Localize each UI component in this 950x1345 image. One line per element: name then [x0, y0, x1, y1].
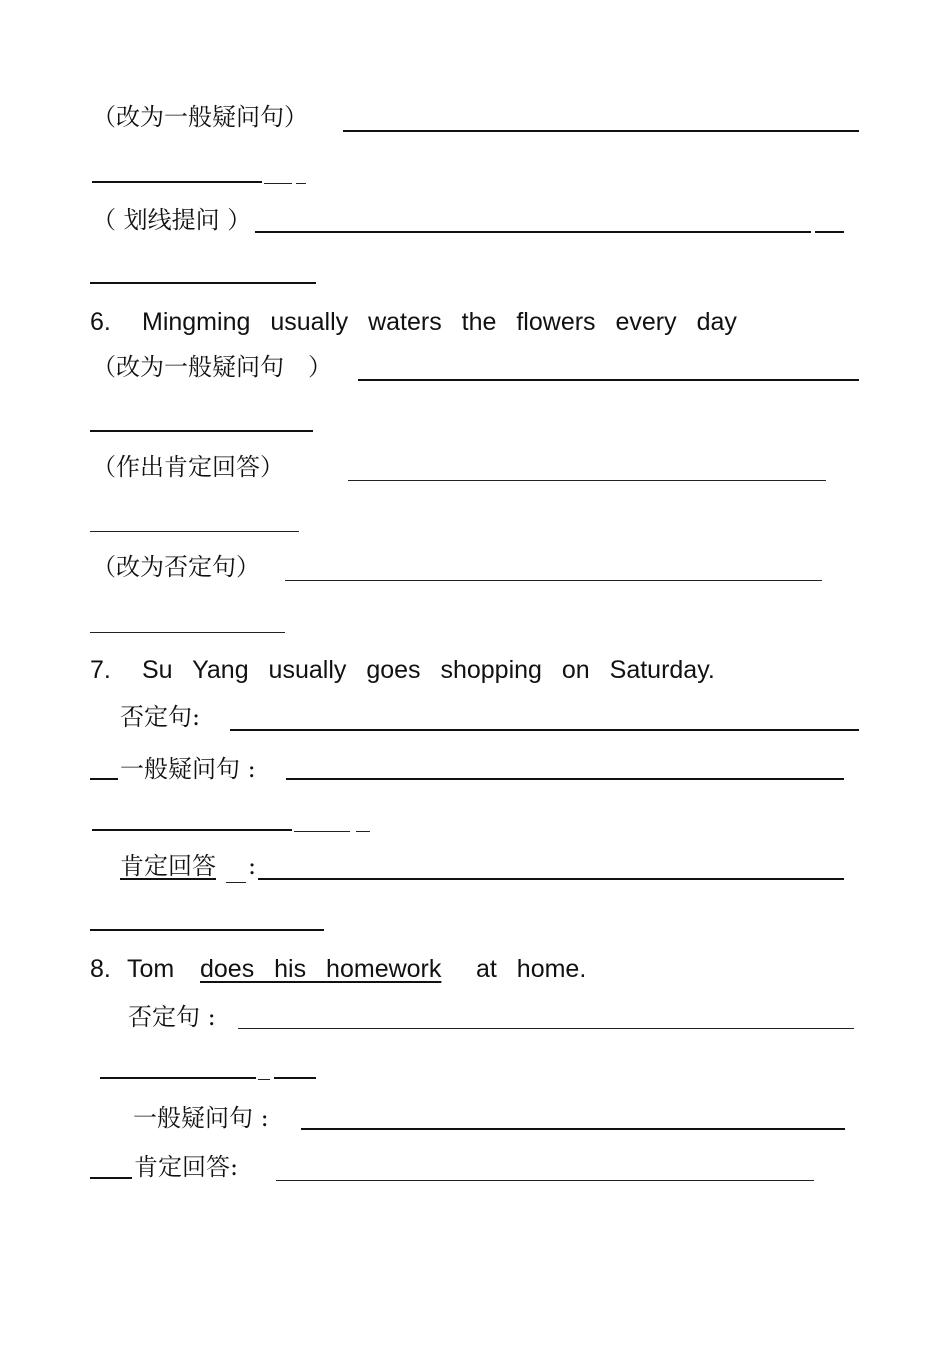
q6-affirmative-answer-label: （作出肯定回答）: [92, 453, 284, 481]
q8-negative-answer-line-2[interactable]: [100, 1077, 256, 1079]
q8-subject: Tom: [127, 955, 175, 983]
q7-general-question-answer-line[interactable]: [286, 778, 844, 780]
q7-general-question-lead-line: [90, 778, 118, 780]
q7-affirmative-answer-colon: :: [248, 852, 257, 880]
q8-negative-answer-line-2c: [274, 1077, 316, 1079]
q8-general-question-answer-line[interactable]: [301, 1128, 845, 1130]
q7-general-question-label: 一般疑问句 :: [120, 755, 256, 783]
q7-general-question-answer-line-2c: [356, 831, 370, 832]
q6-sentence: Mingming usually waters the flowers every day: [142, 308, 737, 336]
q8-rest-of-sentence: at home.: [476, 955, 587, 983]
q6-negative-answer-line[interactable]: [285, 580, 822, 581]
q7-general-question-answer-line-2[interactable]: [92, 829, 292, 831]
q6-affirmative-answer-line-2[interactable]: [90, 531, 299, 532]
q8-negative-answer-line[interactable]: [238, 1028, 854, 1029]
q6-general-question-answer-line[interactable]: [358, 379, 859, 381]
q8-affirmative-answer-line[interactable]: [276, 1180, 814, 1181]
q5-general-question-answer-line-2[interactable]: [92, 181, 262, 183]
q7-affirmative-answer-line[interactable]: [258, 878, 844, 880]
q5-general-question-answer-line-2b: [264, 183, 292, 184]
q6-general-question-answer-line-2[interactable]: [90, 430, 313, 432]
q8-underlined-phrase: does his homework: [200, 955, 442, 983]
q6-affirmative-answer-line[interactable]: [348, 480, 826, 481]
q7-affirmative-answer-label: 肯定回答: [120, 852, 216, 880]
q6-negative-answer-line-2[interactable]: [90, 632, 285, 633]
q5-underline-question-answer-line-b: [815, 231, 844, 233]
q8-general-question-label: 一般疑问句 :: [133, 1104, 269, 1132]
q8-affirmative-lead-line: [90, 1177, 132, 1179]
q5-general-question-answer-line-2c: [296, 183, 306, 184]
q5-underline-question-answer-line[interactable]: [255, 231, 811, 233]
q8-negative-label: 否定句 :: [128, 1003, 216, 1031]
q8-affirmative-answer-label: 肯定回答:: [134, 1153, 239, 1181]
q7-general-question-answer-line-2b: [294, 831, 350, 832]
q7-negative-label: 否定句:: [120, 703, 201, 731]
q7-negative-answer-line[interactable]: [230, 729, 859, 731]
q5-general-question-label: （改为一般疑问句）: [92, 103, 308, 131]
q8-negative-answer-line-2b: [258, 1079, 270, 1080]
q5-general-question-answer-line[interactable]: [343, 130, 859, 132]
q8-number: 8.: [90, 955, 111, 983]
q7-number: 7.: [90, 656, 111, 684]
q5-underline-question-label: （ 划线提问 ）: [92, 206, 252, 234]
q7-sentence: Su Yang usually goes shopping on Saturday.: [142, 656, 715, 684]
q6-negative-label: （改为否定句）: [92, 553, 260, 581]
q5-underline-question-answer-line-2[interactable]: [90, 282, 316, 284]
q6-general-question-label: （改为一般疑问句 ）: [92, 353, 332, 381]
q7-affirmative-answer-line-2[interactable]: [90, 929, 324, 931]
q7-affirmative-label-underline-extension: [226, 882, 246, 883]
q6-number: 6.: [90, 308, 111, 336]
